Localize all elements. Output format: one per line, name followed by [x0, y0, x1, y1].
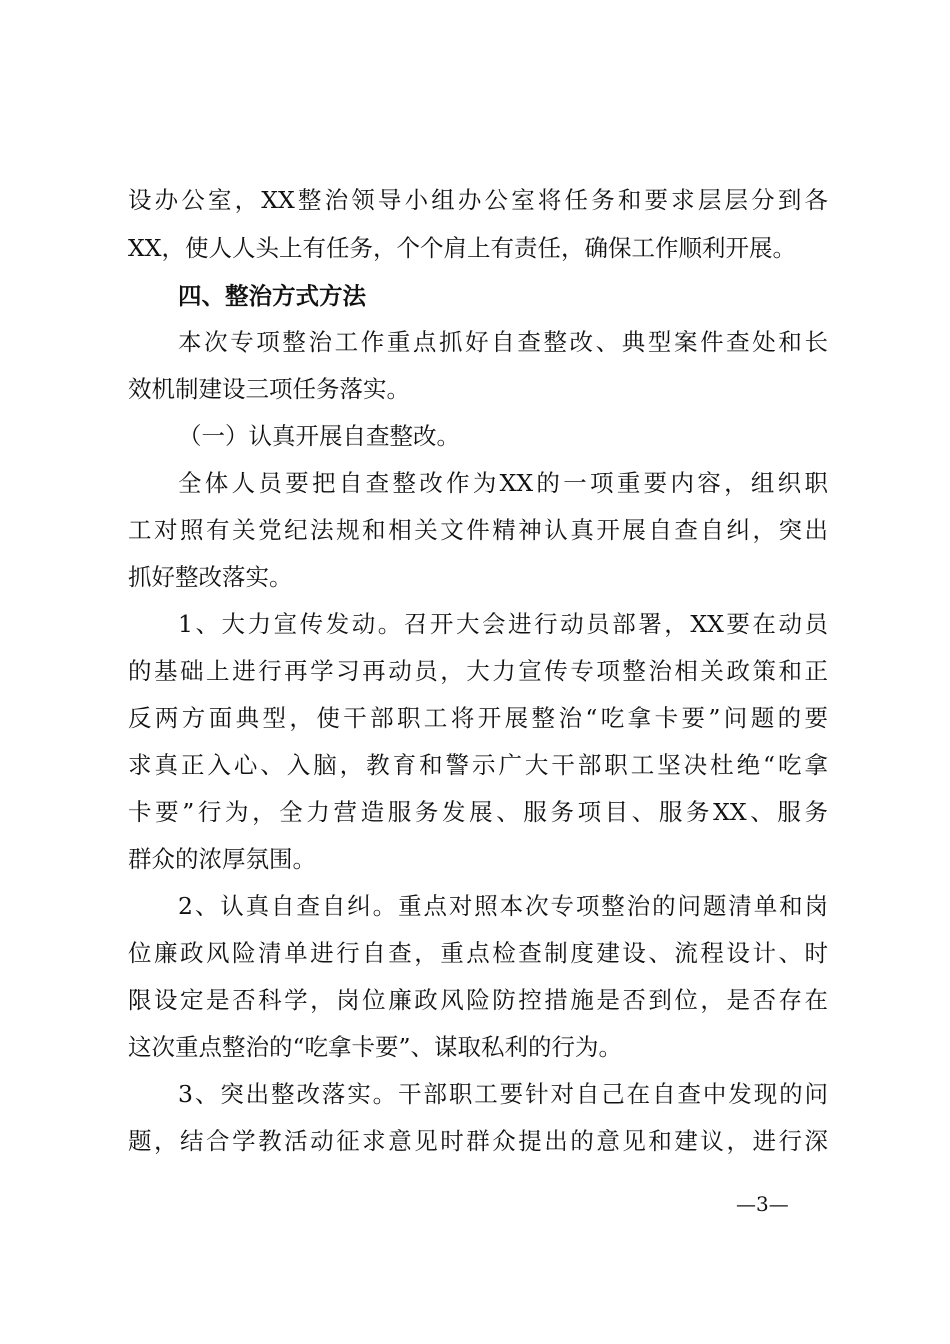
paragraph-line: 效机制建设三项任务落实。 — [128, 375, 410, 403]
paragraph-line: 工对照有关党纪法规和相关文件精神认真开展自查自纠，突出 — [128, 516, 828, 544]
paragraph-line: 这次重点整治的“吃拿卡要”、谋取私利的行为。 — [128, 1033, 623, 1061]
paragraph-line: 位廉政风险清单进行自查，重点检查制度建设、流程设计、时 — [128, 939, 828, 967]
paragraph-line: 卡要”行为，全力营造服务发展、服务项目、服务XX、服务 — [128, 798, 828, 826]
paragraph-line: 全体人员要把自查整改作为XX的一项重要内容，组织职 — [178, 469, 828, 497]
paragraph-line: 3、突出整改落实。干部职工要针对自己在自查中发现的问 — [178, 1080, 828, 1108]
paragraph-line: 2、认真自查自纠。重点对照本次专项整治的问题清单和岗 — [178, 892, 828, 920]
paragraph-line: XX，使人人头上有任务，个个肩上有责任，确保工作顺利开展。 — [128, 234, 796, 262]
page-number: —3— — [736, 1192, 789, 1216]
paragraph-line: 1、大力宣传发动。召开大会进行动员部署，XX要在动员 — [178, 610, 828, 638]
paragraph-line: 反两方面典型，使干部职工将开展整治“吃拿卡要”问题的要 — [128, 704, 828, 732]
paragraph-line: 的基础上进行再学习再动员，大力宣传专项整治相关政策和正 — [128, 657, 828, 685]
paragraph-line: 群众的浓厚氛围。 — [128, 845, 316, 873]
paragraph-line: 求真正入心、入脑，教育和警示广大干部职工坚决杜绝“吃拿 — [128, 751, 828, 779]
paragraph-line: 限设定是否科学，岗位廉政风险防控措施是否到位，是否存在 — [128, 986, 828, 1014]
paragraph-line: 本次专项整治工作重点抓好自查整改、典型案件查处和长 — [178, 328, 828, 356]
paragraph-line: 题，结合学教活动征求意见时群众提出的意见和建议，进行深 — [128, 1127, 828, 1155]
paragraph-line: 设办公室，XX整治领导小组办公室将任务和要求层层分到各 — [128, 186, 828, 214]
paragraph-line: 抓好整改落实。 — [128, 563, 293, 591]
section-heading: 四、整治方式方法 — [178, 282, 366, 310]
subsection-heading: （一）认真开展自查整改。 — [178, 422, 460, 450]
